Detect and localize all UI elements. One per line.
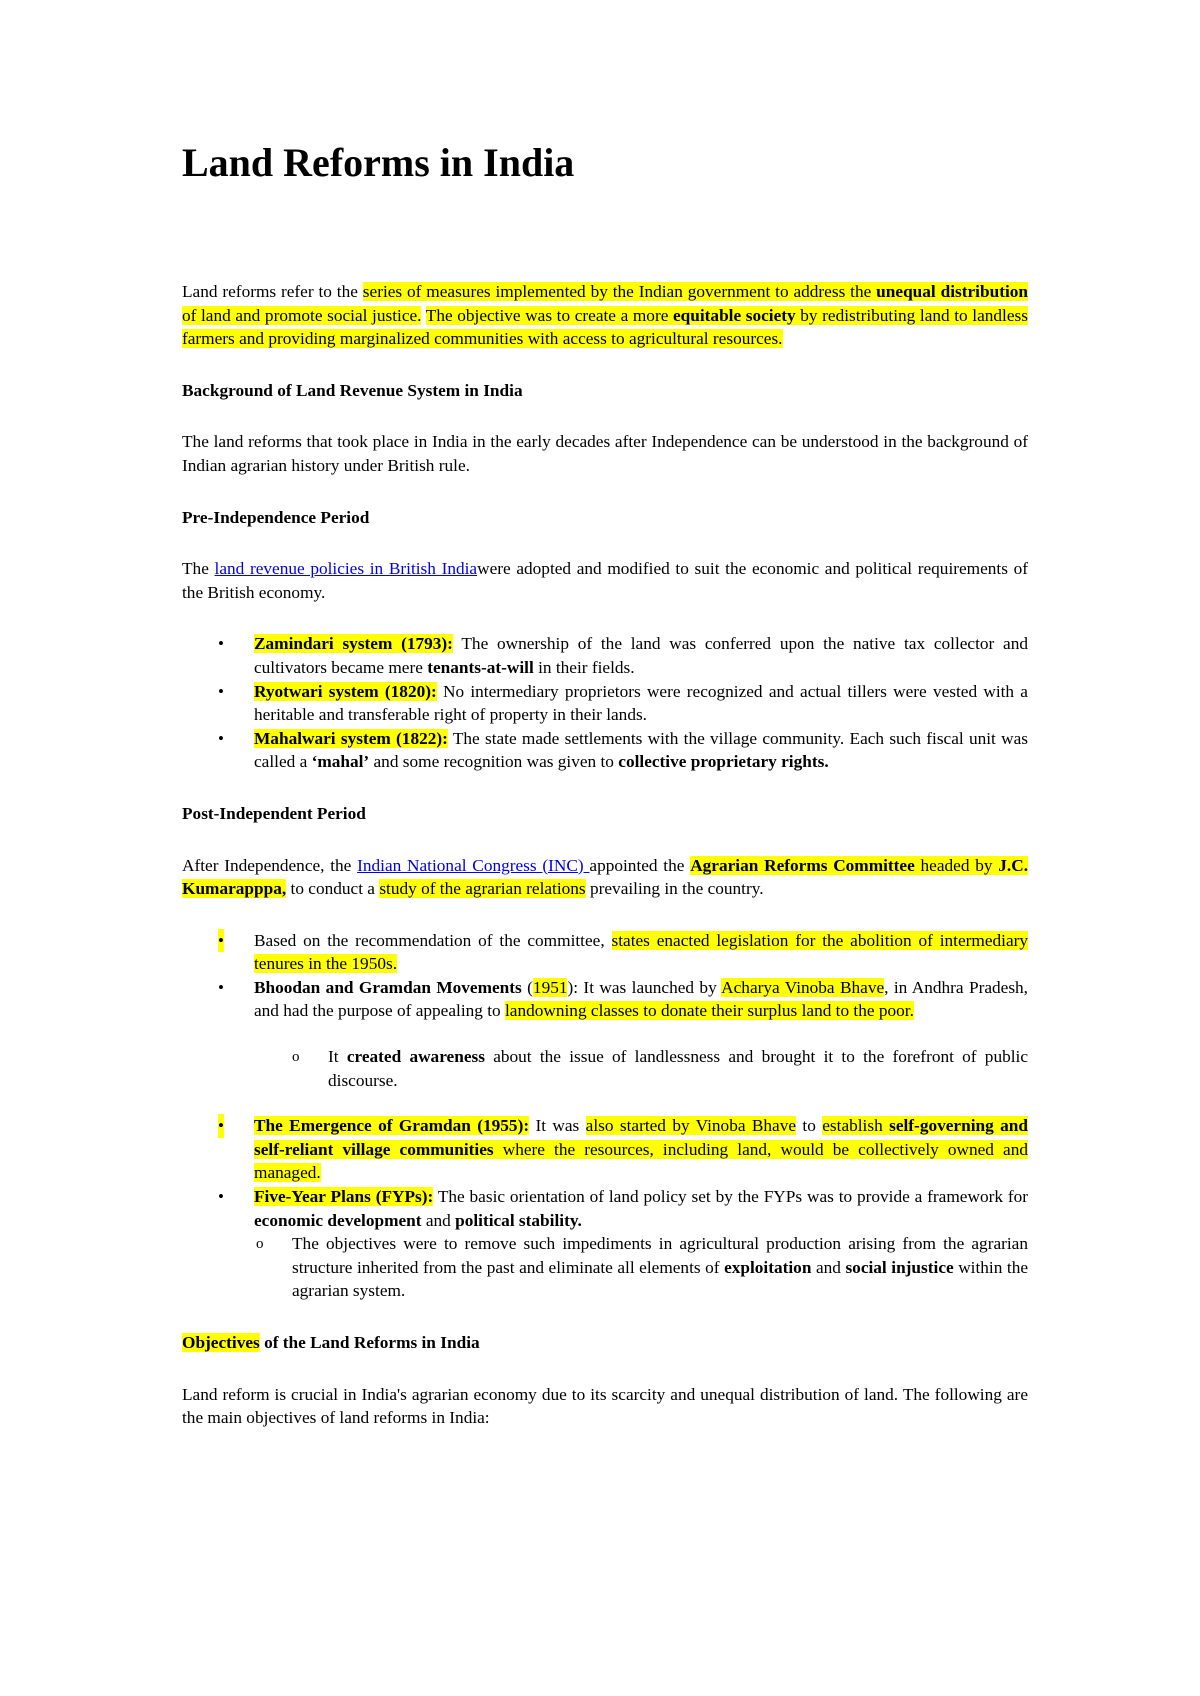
post-independence-list — [182, 929, 1028, 1023]
item-bold: collective proprietary rights. — [618, 752, 829, 772]
item-highlight: establish — [822, 1116, 890, 1136]
item-label: Five-Year Plans (FYPs): — [254, 1187, 434, 1207]
pre-text: The — [182, 559, 215, 579]
sub-list — [254, 1232, 1028, 1303]
list-item — [218, 929, 1029, 976]
list-item — [218, 632, 1028, 679]
item-bold: created awareness — [346, 1047, 485, 1067]
pre-text: were adopted and modified to suit the economic and political requirements of the British economy. — [182, 559, 1029, 602]
item-text: It — [328, 1047, 347, 1067]
sub-list-item — [292, 1045, 1028, 1092]
item-highlight: where the resources, including land, would be collectively owned and managed. — [254, 1139, 1028, 1183]
objectives-heading — [182, 1331, 1028, 1355]
item-label: Mahalwari system (1822): — [254, 728, 448, 748]
bullet-icon: • — [218, 977, 224, 997]
item-text: within the agrarian system. — [292, 1257, 1029, 1301]
intro-paragraph — [182, 280, 1028, 351]
bullet-icon: • — [218, 1114, 224, 1138]
bullet-icon: • — [218, 634, 224, 654]
list-item — [218, 1185, 1029, 1303]
item-text: to — [796, 1116, 823, 1136]
bullet-icon: • — [218, 1187, 224, 1207]
inc-link[interactable]: Indian National Congress (INC) — [357, 855, 590, 875]
item-bold: self-governing and self-reliant village communities — [254, 1116, 1028, 1159]
item-highlight: states enacted legislation for the abolition of intermediary tenures in the 1950s. — [254, 930, 1029, 974]
bullet-icon: • — [218, 728, 224, 748]
item-text: and — [811, 1257, 846, 1277]
item-text: and — [421, 1210, 456, 1230]
item-bold: exploitation — [724, 1257, 812, 1277]
item-text: ): It was launched by — [567, 977, 722, 997]
item-text: , in Andhra Pradesh, and had the purpose of appealing to — [254, 977, 1029, 1021]
intro-highlight: The objective was to create a more — [425, 305, 673, 325]
item-text: The basic orientation of land policy set by the FYPs was to provide a framework for — [433, 1187, 1028, 1207]
post-text: After Independence, the — [182, 855, 358, 875]
british-india-policies-link[interactable]: land revenue policies in British India — [214, 559, 478, 579]
post-bold: Agrarian Reforms Committee — [690, 855, 915, 875]
sub-list-item — [256, 1232, 1029, 1303]
item-bold: tenants-at-will — [427, 657, 534, 677]
item-label: The Emergence of Gramdan (1955): — [254, 1116, 530, 1136]
item-text: The objectives were to remove such impediments in agricultural production arising from the agrarian structure inherited from the past and eliminate all elements of — [292, 1234, 1028, 1277]
item-text: It was — [529, 1116, 586, 1136]
post-independence-paragraph — [182, 854, 1028, 901]
post-highlight: headed by — [914, 855, 999, 875]
post-sublist-1 — [182, 1045, 1028, 1092]
item-text: about the issue of landlessness and brought it to the forefront of public discourse. — [328, 1047, 1028, 1090]
objectives-paragraph: Land reform is crucial in India's agrarian economy due to its scarcity and unequal distribution of land. The following are the main objectives of land reforms in India: — [182, 1384, 1028, 1428]
objectives-highlight: Objectives — [182, 1333, 260, 1352]
item-highlight: landowning classes to donate their surplus land to the poor. — [504, 1001, 914, 1021]
sub-list — [254, 1045, 1028, 1092]
item-bold: political stability. — [455, 1210, 582, 1230]
post-text: appointed the — [589, 855, 691, 875]
sub-bullet-icon: o — [256, 1236, 264, 1253]
intro-bold: unequal distribution — [876, 282, 1028, 301]
intro-highlight: series of measures implemented by the Indian government to address the — [362, 282, 877, 301]
list-item — [218, 1114, 1028, 1185]
intro-bold: equitable society — [672, 305, 796, 325]
list-item — [218, 680, 1028, 727]
pre-independence-heading: Pre-Independence Period — [182, 507, 370, 527]
sub-bullet-icon: o — [292, 1049, 300, 1066]
bullet-icon: • — [218, 929, 224, 953]
item-label: Zamindari system (1793): — [254, 634, 453, 654]
item-text: Based on the recommendation of the committee, — [254, 930, 612, 950]
post-text: prevailing in the country. — [585, 879, 764, 899]
item-label: Bhoodan and Gramdan Movements — [254, 977, 522, 997]
item-bold: social injustice — [845, 1257, 954, 1277]
item-text: No intermediary proprietors were recognized and actual tillers were vested with a heritable and transferable right of property in their lands. — [254, 681, 1028, 725]
item-highlight: 1951 — [532, 977, 568, 997]
post-independence-heading: Post-Independent Period — [182, 803, 366, 823]
post-text: to conduct a — [286, 879, 380, 899]
intro-text: Land reforms refer to the — [182, 282, 363, 301]
background-paragraph: The land reforms that took place in India in the early decades after Independence can be understood in the background of Indian agrarian history under British rule. — [182, 432, 1028, 475]
item-text: The state made settlements with the village community. Each such fiscal unit was called a — [254, 728, 1028, 772]
item-text: and some recognition was given to — [369, 752, 619, 772]
intro-highlight: by redistributing land to landless farmers and providing marginalized communities with access to agricultural resources. — [182, 305, 1028, 349]
item-highlight: Acharya Vinoba Bhave — [721, 977, 885, 997]
item-label: Ryotwari system (1820): — [254, 681, 437, 701]
list-item-container — [254, 1045, 1028, 1092]
objectives-heading-text: of the Land Reforms in India — [259, 1333, 480, 1352]
item-highlight: also started by Vinoba Bhave — [585, 1116, 797, 1136]
bullet-icon: • — [218, 681, 224, 701]
item-text: ( — [521, 977, 533, 997]
background-heading: Background of Land Revenue System in India — [182, 380, 523, 400]
item-bold: ‘mahal’ — [311, 752, 370, 772]
list-item — [218, 976, 1029, 1023]
item-text: in their fields. — [533, 657, 635, 677]
page-title: Land Reforms in India — [182, 140, 575, 185]
document-page — [182, 140, 1028, 1458]
post-highlight: study of the agrarian relations — [379, 879, 586, 899]
list-item — [218, 727, 1028, 774]
item-text: The ownership of the land was conferred upon the native tax collector and cultivators became mere — [254, 634, 1028, 677]
intro-highlight: of land and promote social justice. — [182, 305, 422, 325]
pre-independence-list — [182, 632, 1028, 774]
item-bold: economic development — [254, 1210, 422, 1230]
post-independence-list-2 — [182, 1114, 1028, 1303]
pre-independence-paragraph — [182, 557, 1028, 604]
post-bold: J.C. Kumarapppa, — [182, 855, 1029, 899]
